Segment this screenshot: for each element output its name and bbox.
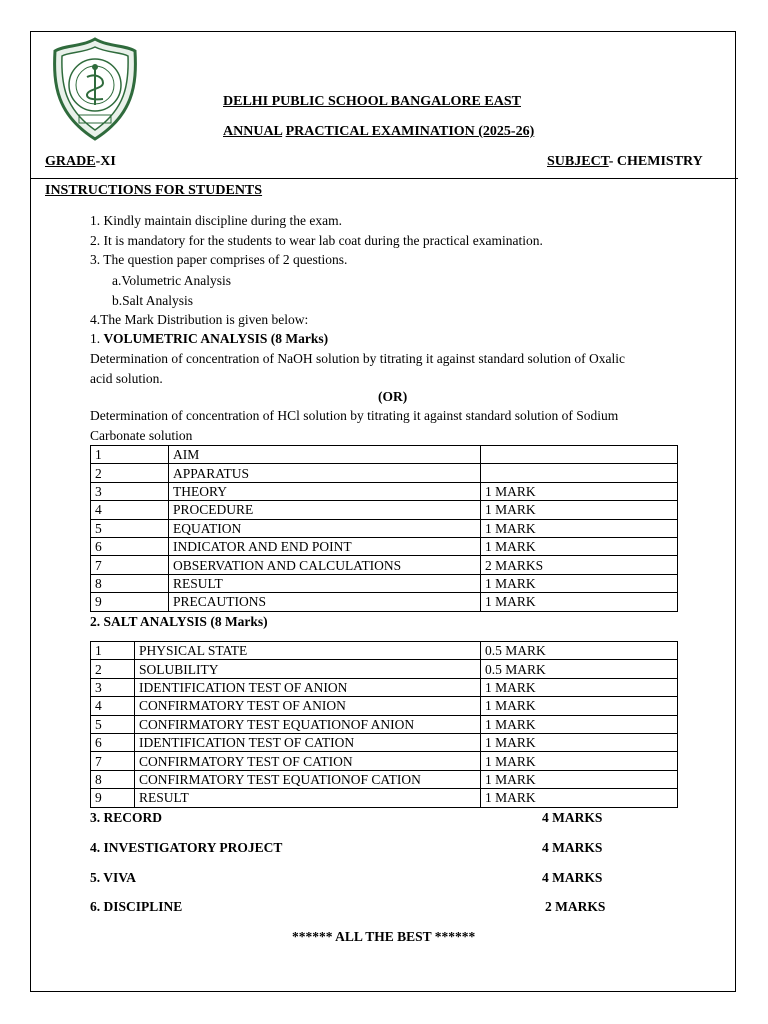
- row-number: 8: [91, 770, 135, 788]
- row-item: OBSERVATION AND CALCULATIONS: [169, 556, 481, 574]
- discipline-marks: 2 MARKS: [545, 899, 606, 914]
- salt-marks-table: [90, 641, 678, 808]
- table-row: [91, 482, 678, 500]
- row-number: 9: [91, 593, 169, 611]
- project-label: 4. INVESTIGATORY PROJECT: [90, 840, 283, 855]
- volumetric-heading: [90, 331, 328, 347]
- instruction-line: a.Volumetric Analysis: [112, 273, 231, 288]
- row-number: 3: [91, 678, 135, 696]
- row-number: 5: [91, 715, 135, 733]
- instruction-line: 3. The question paper comprises of 2 questions.: [90, 252, 348, 267]
- volumetric-number: 1.: [90, 331, 101, 346]
- table-row: [91, 697, 678, 715]
- row-number: 4: [91, 501, 169, 519]
- project-marks: 4 MARKS: [542, 840, 603, 855]
- volumetric-marks-table: [90, 445, 678, 612]
- instructions-heading: INSTRUCTIONS FOR STUDENTS: [45, 183, 263, 198]
- table-row: [91, 446, 678, 464]
- record-label: 3. RECORD: [90, 810, 163, 825]
- grade-label: GRADE: [45, 154, 96, 169]
- row-number: 9: [91, 789, 135, 807]
- table-row: [91, 678, 678, 696]
- exam-title-prefix: ANNUAL: [223, 124, 283, 139]
- record-marks: 4 MARKS: [542, 810, 603, 825]
- row-marks: 1 MARK: [481, 482, 678, 500]
- row-item: CONFIRMATORY TEST OF ANION: [135, 697, 481, 715]
- row-number: 3: [91, 482, 169, 500]
- row-marks: 1 MARK: [481, 715, 678, 733]
- row-marks: 1 MARK: [481, 574, 678, 592]
- row-item: INDICATOR AND END POINT: [169, 537, 481, 555]
- row-item: IDENTIFICATION TEST OF CATION: [135, 733, 481, 751]
- table-row: [91, 715, 678, 733]
- row-item: CONFIRMATORY TEST EQUATIONOF CATION: [135, 770, 481, 788]
- row-number: 2: [91, 464, 169, 482]
- closing-message: ****** ALL THE BEST ******: [292, 929, 476, 944]
- row-marks: 0.5 MARK: [481, 642, 678, 660]
- row-marks: 1 MARK: [481, 770, 678, 788]
- grade: [45, 154, 116, 170]
- subject-value: - CHEMISTRY: [608, 154, 703, 169]
- row-marks: [481, 446, 678, 464]
- table-row: [91, 556, 678, 574]
- instruction-line: 2. It is mandatory for the students to wear lab coat during the practical examination.: [90, 233, 543, 248]
- volumetric-title: VOLUMETRIC ANALYSIS (8 Marks): [103, 331, 329, 346]
- row-item: SOLUBILITY: [135, 660, 481, 678]
- table-row: [91, 501, 678, 519]
- table-row: [91, 593, 678, 611]
- row-number: 4: [91, 697, 135, 715]
- row-number: 6: [91, 733, 135, 751]
- row-number: 7: [91, 752, 135, 770]
- grade-value: -XI: [95, 154, 116, 169]
- row-marks: 1 MARK: [481, 519, 678, 537]
- viva-marks: 4 MARKS: [542, 870, 603, 885]
- row-marks: 1 MARK: [481, 501, 678, 519]
- volumetric-desc-2a: Determination of concentration of HCl solution by titrating it against standard solution of Sodium: [90, 408, 619, 423]
- table-row: [91, 464, 678, 482]
- table-row: [91, 770, 678, 788]
- table-row: [91, 574, 678, 592]
- instruction-line: 4.The Mark Distribution is given below:: [90, 312, 309, 327]
- volumetric-desc-2b: Carbonate solution: [90, 428, 193, 443]
- table-row: [91, 537, 678, 555]
- table-row: [91, 733, 678, 751]
- row-marks: 0.5 MARK: [481, 660, 678, 678]
- subject: [547, 154, 703, 170]
- row-item: THEORY: [169, 482, 481, 500]
- instruction-line: 1. Kindly maintain discipline during the exam.: [90, 213, 342, 228]
- row-number: 5: [91, 519, 169, 537]
- row-item: PROCEDURE: [169, 501, 481, 519]
- or-separator: (OR): [378, 389, 408, 404]
- volumetric-desc-1b: acid solution.: [90, 371, 163, 386]
- row-marks: 1 MARK: [481, 593, 678, 611]
- discipline-label: 6. DISCIPLINE: [90, 899, 183, 914]
- salt-heading: 2. SALT ANALYSIS (8 Marks): [90, 614, 268, 629]
- school-name: DELHI PUBLIC SCHOOL BANGALORE EAST: [223, 94, 521, 109]
- row-marks: 1 MARK: [481, 678, 678, 696]
- row-marks: 2 MARKS: [481, 556, 678, 574]
- row-item: CONFIRMATORY TEST EQUATIONOF ANION: [135, 715, 481, 733]
- table-row: [91, 519, 678, 537]
- instruction-line: b.Salt Analysis: [112, 293, 194, 308]
- table-row: [91, 642, 678, 660]
- row-marks: [481, 464, 678, 482]
- table-row: [91, 752, 678, 770]
- row-number: 1: [91, 446, 169, 464]
- row-item: RESULT: [135, 789, 481, 807]
- row-number: 1: [91, 642, 135, 660]
- viva-label: 5. VIVA: [90, 870, 137, 885]
- exam-title: [223, 124, 534, 140]
- row-number: 6: [91, 537, 169, 555]
- row-marks: 1 MARK: [481, 752, 678, 770]
- row-number: 2: [91, 660, 135, 678]
- row-item: RESULT: [169, 574, 481, 592]
- row-item: CONFIRMATORY TEST OF CATION: [135, 752, 481, 770]
- row-marks: 1 MARK: [481, 697, 678, 715]
- school-crest-logo: [49, 35, 141, 145]
- header-divider: [30, 178, 738, 179]
- row-number: 8: [91, 574, 169, 592]
- row-item: PHYSICAL STATE: [135, 642, 481, 660]
- row-marks: 1 MARK: [481, 537, 678, 555]
- row-item: EQUATION: [169, 519, 481, 537]
- row-item: APPARATUS: [169, 464, 481, 482]
- row-marks: 1 MARK: [481, 733, 678, 751]
- table-row: [91, 660, 678, 678]
- table-row: [91, 789, 678, 807]
- exam-title-suffix: PRACTICAL EXAMINATION (2025-26): [285, 124, 535, 139]
- volumetric-desc-1a: Determination of concentration of NaOH solution by titrating it against standard solution of Oxalic: [90, 351, 626, 366]
- row-item: AIM: [169, 446, 481, 464]
- row-item: IDENTIFICATION TEST OF ANION: [135, 678, 481, 696]
- row-item: PRECAUTIONS: [169, 593, 481, 611]
- row-number: 7: [91, 556, 169, 574]
- subject-label: SUBJECT: [547, 154, 609, 169]
- row-marks: 1 MARK: [481, 789, 678, 807]
